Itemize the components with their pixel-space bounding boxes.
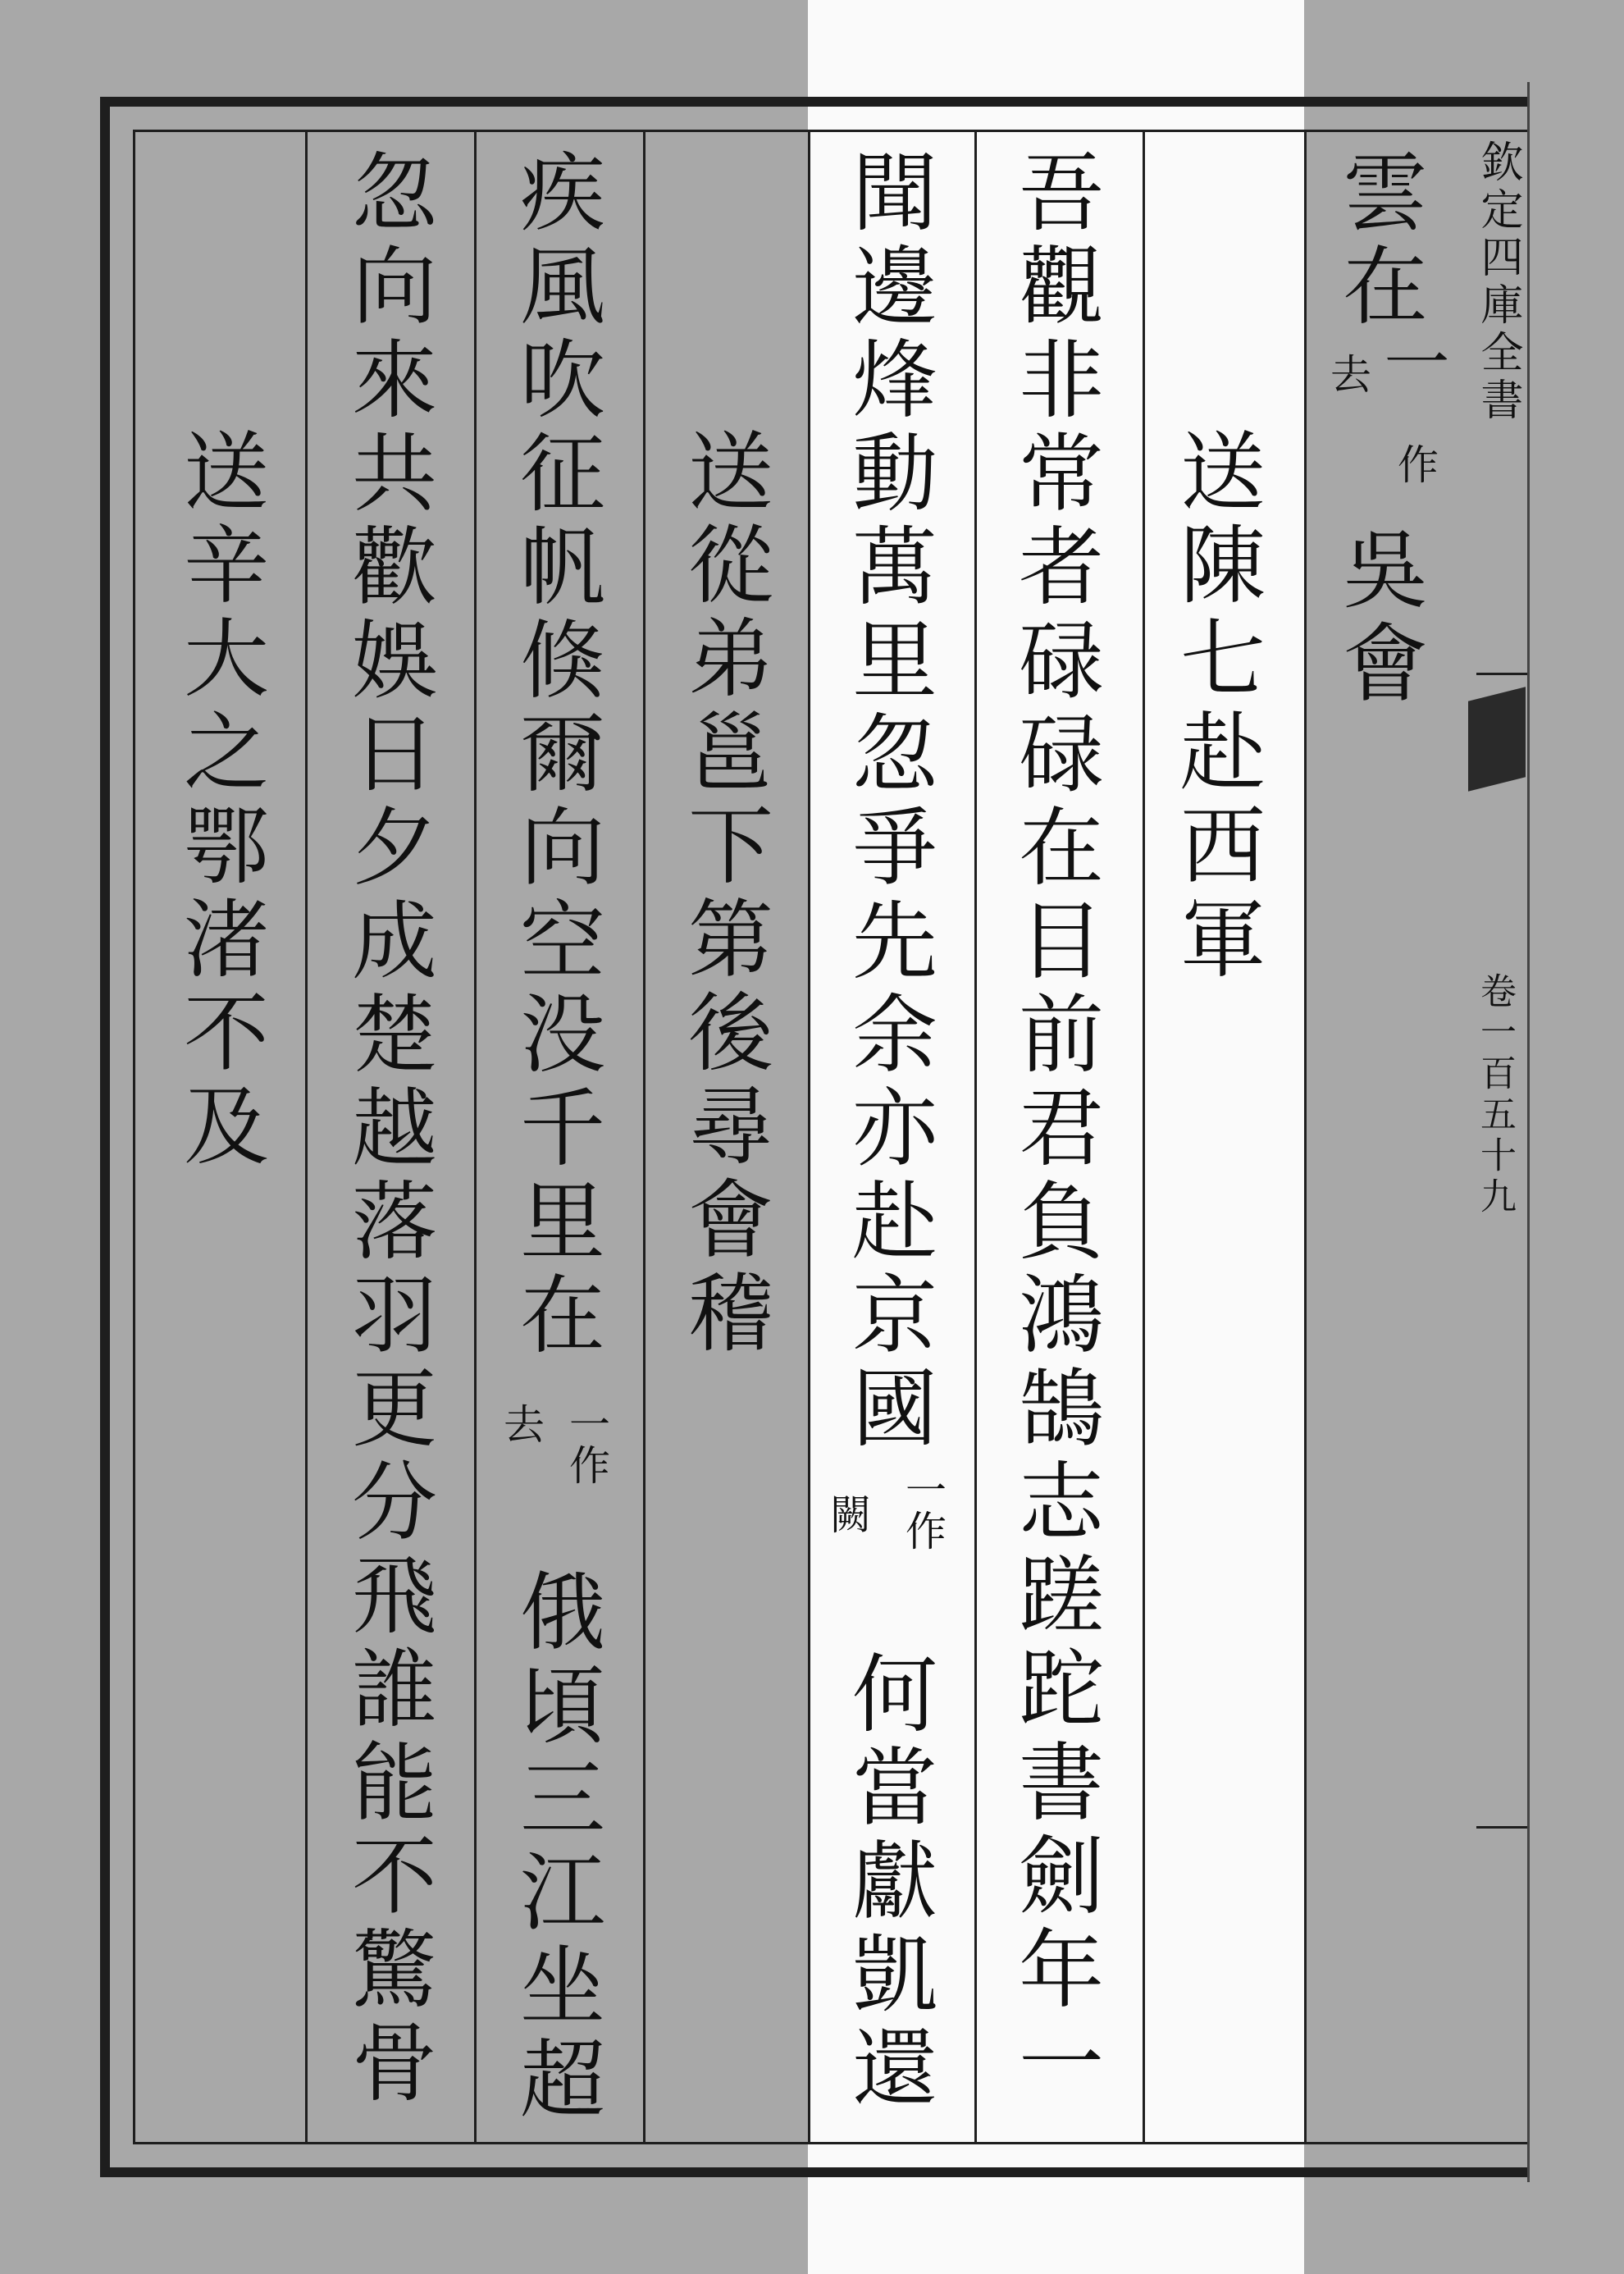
margin-volume: 卷一百五十九 bbox=[1474, 972, 1516, 1218]
column-3-note-left: 闕 bbox=[823, 1493, 871, 1534]
margin-rule-bottom bbox=[1476, 1826, 1527, 1829]
column-5-text-cont: 俄頃三江坐超 bbox=[505, 1567, 605, 2128]
column-rule bbox=[1143, 130, 1145, 2144]
column-3-note-right: 一作 bbox=[899, 1468, 947, 1550]
column-rule bbox=[305, 130, 308, 2144]
margin-rule-top bbox=[1476, 673, 1527, 675]
column-rule bbox=[643, 130, 645, 2144]
poem-title-3: 送辛大之鄂渚不及 bbox=[169, 427, 269, 1175]
margin-header: 欽定四庫全書 bbox=[1473, 139, 1522, 425]
column-0-note-mark: 一 bbox=[1373, 328, 1449, 402]
column-5-note-left: 去 bbox=[497, 1403, 545, 1444]
column-0-note-right: 作 bbox=[1391, 443, 1439, 484]
column-3-text: 聞邊烽動萬里忽爭先余亦赴京國 bbox=[837, 148, 937, 1457]
column-rule bbox=[474, 130, 477, 2144]
column-0-note-left: 去 bbox=[1324, 353, 1371, 394]
column-2-text: 吾觀非常者碌碌在目前君負鴻鵠志蹉跎書劍年一 bbox=[1004, 148, 1104, 2112]
poem-title-1: 送陳七赴西軍 bbox=[1166, 427, 1266, 988]
fishtail-mark bbox=[1468, 687, 1526, 791]
column-5-text: 疾風吹征帆倏爾向空没千里在 bbox=[505, 148, 605, 1363]
column-0-text-cont: 吳會 bbox=[1328, 525, 1428, 712]
column-rule bbox=[974, 130, 977, 2144]
column-rule bbox=[1304, 130, 1307, 2144]
poem-title-2: 送從弟邕下第後尋會稽 bbox=[673, 427, 773, 1362]
column-3-text-cont: 何當獻凱還 bbox=[837, 1649, 937, 2116]
column-rule bbox=[808, 130, 810, 2144]
column-0-text: 雲在 bbox=[1328, 148, 1428, 335]
margin-divider bbox=[1527, 82, 1530, 2182]
column-6-text: 忽向來共歡娛日夕成楚越落羽更分飛誰能不驚骨 bbox=[337, 148, 437, 2112]
column-5-note-right: 一作 bbox=[563, 1403, 610, 1485]
